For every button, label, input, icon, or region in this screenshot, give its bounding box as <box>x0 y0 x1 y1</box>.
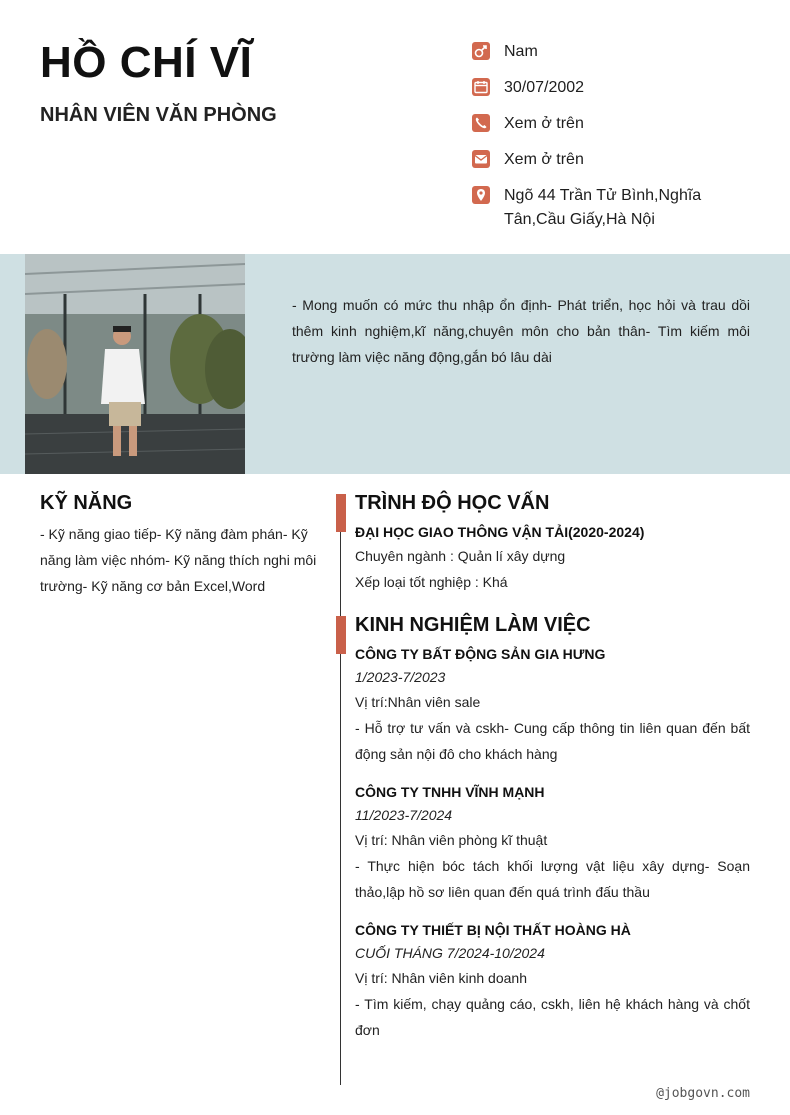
skills-heading: KỸ NĂNG <box>40 492 133 514</box>
phone-value: Xem ở trên <box>504 115 584 132</box>
skills-section <box>40 492 320 599</box>
experience-heading: KINH NGHIỆM LÀM VIỆC <box>355 614 591 636</box>
education-section <box>355 492 755 595</box>
job-position: Vị trí: Nhân viên phòng kĩ thuật <box>355 832 548 848</box>
contact-email <box>472 148 772 172</box>
education-grade: Xếp loại tốt nghiệp : Khá <box>355 574 508 590</box>
job-company: CÔNG TY TNHH VĨNH MẠNH <box>355 784 545 800</box>
job-period: CUỐI THÁNG 7/2024-10/2024 <box>355 945 545 961</box>
birthday-value: 30/07/2002 <box>504 79 585 96</box>
education-marker <box>336 494 346 532</box>
job-company: CÔNG TY THIẾT BỊ NỘI THẤT HOÀNG HÀ <box>355 922 631 938</box>
education-major: Chuyên ngành : Quản lí xây dựng <box>355 548 566 564</box>
profile-photo-image <box>25 254 245 474</box>
contact-address <box>472 184 772 232</box>
gender-value: Nam <box>504 43 538 60</box>
candidate-job-title: NHÂN VIÊN VĂN PHÒNG <box>40 104 277 126</box>
email-value: Xem ở trên <box>504 151 584 168</box>
footer-watermark: @jobgovn.com <box>656 1086 750 1101</box>
experience-marker <box>336 616 346 654</box>
experience-job <box>355 781 755 905</box>
gender-icon <box>472 42 490 60</box>
career-objective: - Mong muốn có mức thu nhập ổn định- Phát triển, học hỏi và trau dồi thêm kinh nghiệm,kĩ năng,chuyên môn cho bản thân- Tìm kiếm môi trường làm việc năng động,gắn bó lâu dài <box>292 297 750 365</box>
address-value: Ngõ 44 Trần Tử Bình,Nghĩa Tân,Cầu Giấy,Hà Nội <box>504 187 702 228</box>
experience-section <box>355 614 755 1057</box>
education-school: ĐẠI HỌC GIAO THÔNG VẬN TẢI(2020-2024) <box>355 524 645 540</box>
skills-text: - Kỹ năng giao tiếp- Kỹ năng đàm phán- Kỹ năng làm việc nhóm- Kỹ năng thích nghi môi trường- Kỹ năng cơ bản Excel,Word <box>40 526 317 594</box>
candidate-name: HỒ CHÍ VĨ <box>40 38 253 87</box>
location-pin-icon <box>472 186 490 204</box>
job-period: 1/2023-7/2023 <box>355 669 446 685</box>
job-position: Vị trí:Nhân viên sale <box>355 694 481 710</box>
contact-birthday <box>472 76 772 100</box>
job-description: - Hỗ trợ tư vấn và cskh- Cung cấp thông tin liên quan đến bất động sản nội đô cho khách hàng <box>355 720 750 762</box>
experience-job <box>355 643 755 767</box>
job-position: Vị trí: Nhân viên kinh doanh <box>355 970 527 986</box>
job-description: - Thực hiện bóc tách khối lượng vật liệu xây dựng- Soạn thảo,lập hồ sơ liên quan đến quá trình đấu thầu <box>355 858 750 900</box>
education-heading: TRÌNH ĐỘ HỌC VẤN <box>355 492 550 514</box>
email-icon <box>472 150 490 168</box>
column-divider <box>340 494 341 1085</box>
contact-gender <box>472 40 772 64</box>
job-description: - Tìm kiếm, chạy quảng cáo, cskh, liên hệ khách hàng và chốt đơn <box>355 996 750 1038</box>
phone-icon <box>472 114 490 132</box>
calendar-icon <box>472 78 490 96</box>
profile-photo <box>25 254 245 474</box>
job-period: 11/2023-7/2024 <box>355 807 453 823</box>
experience-job <box>355 919 755 1043</box>
contact-info <box>472 40 772 244</box>
job-company: CÔNG TY BẤT ĐỘNG SẢN GIA HƯNG <box>355 646 606 662</box>
contact-phone <box>472 112 772 136</box>
